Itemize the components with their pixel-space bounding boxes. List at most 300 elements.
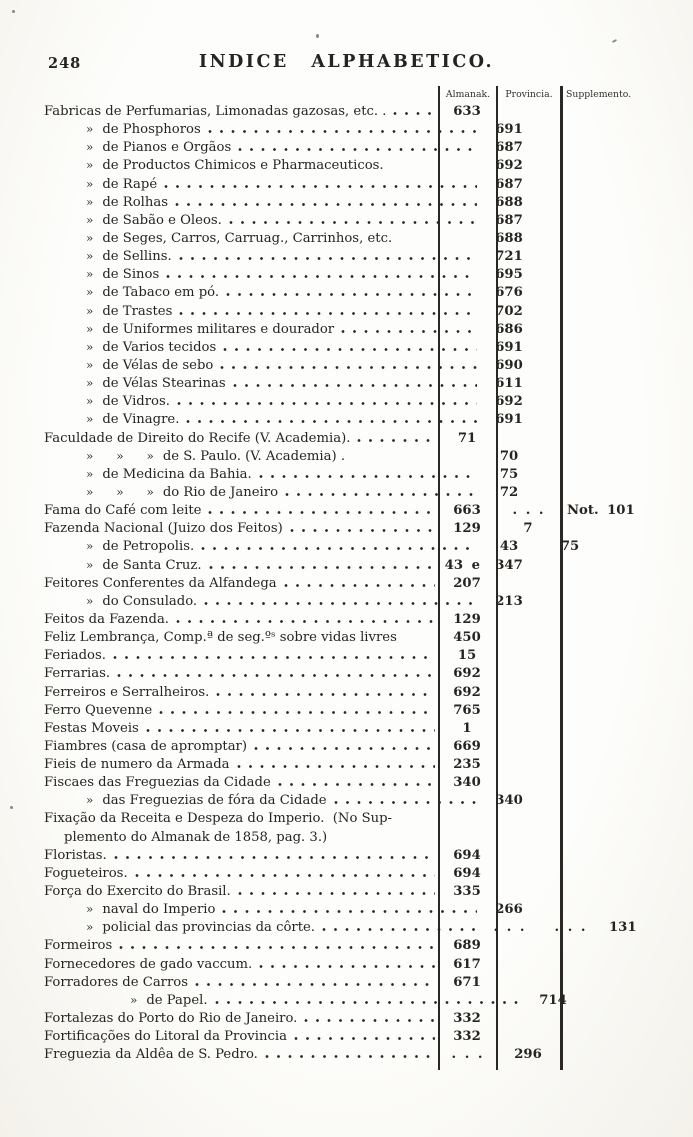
almanak-value: 15	[457, 648, 477, 664]
almanak-value: 207	[453, 575, 481, 591]
index-row	[44, 666, 660, 684]
entry-cell	[44, 648, 438, 663]
index-row	[44, 612, 660, 630]
entry-label: de Sabão e Oleos.	[102, 212, 222, 228]
entry-cell	[44, 104, 438, 119]
almanak-value: 688	[495, 230, 523, 246]
index-row	[44, 122, 660, 140]
almanak-value: 702	[495, 303, 523, 319]
almanak-value: 129	[453, 611, 481, 627]
entry-cell	[44, 576, 438, 591]
index-row	[44, 467, 660, 485]
entry-label: Forradores de Carros	[44, 974, 188, 990]
entry-cell	[44, 884, 438, 899]
dot-leader	[341, 329, 477, 334]
column-header-provincia: Provincia.	[505, 89, 553, 100]
almanak-value: 765	[453, 702, 481, 718]
dot-leader	[233, 383, 477, 388]
dot-leader	[238, 891, 435, 896]
entry-cell	[44, 848, 438, 863]
almanak-value: 676	[495, 285, 523, 301]
dot-leader	[284, 583, 435, 588]
entry-cell	[44, 231, 480, 246]
index-row	[44, 648, 660, 666]
dot-leader	[229, 220, 477, 225]
entry-cell	[44, 267, 480, 282]
dot-leader	[259, 474, 477, 479]
almanak-value: 663	[453, 503, 481, 519]
hierarchy-marker: » » »	[86, 484, 154, 499]
almanak-value: 694	[453, 847, 481, 863]
entry-label: Fiscaes das Freguezias da Cidade	[44, 775, 271, 791]
dot-leader	[159, 710, 435, 715]
entry-label: Fiambres (casa de apromptar)	[44, 738, 248, 754]
almanak-value: . . .	[493, 920, 525, 936]
inline-page-ref: 43 e	[444, 557, 480, 573]
index-row	[44, 322, 660, 340]
index-row	[44, 866, 660, 884]
dot-leader	[146, 728, 435, 733]
index-row	[44, 539, 660, 557]
index-row	[44, 177, 660, 195]
index-row	[44, 231, 660, 249]
entry-cell	[44, 975, 438, 990]
index-row	[44, 304, 660, 322]
dot-leader	[399, 238, 477, 243]
almanak-value: 332	[453, 1011, 481, 1027]
index-row	[44, 938, 660, 956]
hierarchy-marker: »	[86, 267, 94, 282]
almanak-value: 687	[495, 176, 523, 192]
entry-cell	[44, 358, 480, 373]
almanak-value: 689	[453, 938, 481, 954]
entry-cell	[44, 739, 438, 754]
entry-label: Formeiros	[44, 938, 113, 954]
entry-cell	[44, 1047, 438, 1062]
entry-label: Fixação da Receita e Despeza do Imperio. (No Sup-	[44, 811, 393, 827]
index-row	[44, 195, 660, 213]
almanak-value: 332	[453, 1029, 481, 1045]
dot-leader	[216, 692, 435, 697]
hierarchy-marker: »	[86, 339, 94, 354]
index-row	[44, 685, 660, 703]
hierarchy-marker: »	[86, 593, 94, 608]
hierarchy-marker: »	[86, 122, 94, 137]
dot-leader	[179, 256, 477, 261]
entry-label: do Consulado.	[102, 593, 198, 609]
entry-label: Fogueteiros.	[44, 865, 128, 881]
almanak-value: 70	[499, 448, 519, 464]
index-row	[44, 431, 660, 449]
entry-cell	[44, 993, 524, 1008]
almanak-value: 75	[499, 466, 519, 482]
entry-label: Ferro Quevenne	[44, 702, 153, 718]
column-header-supplemento: Supplemento.	[566, 89, 632, 100]
index-row	[44, 412, 660, 430]
dot-leader	[135, 873, 435, 878]
almanak-value: 692	[495, 158, 523, 174]
hierarchy-marker: »	[86, 194, 94, 209]
dot-leader	[254, 746, 435, 751]
almanak-value: 611	[495, 376, 523, 392]
entry-label: de Trastes	[102, 303, 173, 319]
dot-leader	[290, 528, 435, 533]
entry-label: de Vélas de sebo	[102, 357, 214, 373]
almanak-value: 688	[495, 194, 523, 210]
dot-leader	[177, 401, 477, 406]
entry-label: de Sinos	[102, 267, 160, 283]
index-row	[44, 957, 660, 975]
almanak-value: 687	[495, 212, 523, 228]
index-row	[44, 503, 660, 521]
scan-noise	[612, 39, 617, 43]
index-row	[44, 1029, 660, 1047]
entry-label: de Papel.	[146, 992, 208, 1008]
entry-label: do Rio de Janeiro	[162, 484, 279, 500]
hierarchy-marker: »	[86, 902, 94, 917]
entry-label: naval do Imperio	[102, 902, 216, 918]
index-row	[44, 104, 660, 122]
index-row	[44, 775, 660, 793]
almanak-value: 695	[495, 267, 523, 283]
entry-label: de Vinagre.	[102, 412, 180, 428]
entry-label: Feliz Lembrança, Comp.ª de seg.ºˢ sobre vidas livres	[44, 630, 397, 646]
entry-label: de Sellins.	[102, 249, 172, 265]
almanak-value: 669	[453, 738, 481, 754]
entry-label: Ferreiros e Serralheiros.	[44, 684, 210, 700]
dot-leader	[334, 800, 477, 805]
entry-label: Ferrarias.	[44, 666, 111, 682]
hierarchy-marker: »	[86, 357, 94, 372]
dot-leader	[114, 855, 435, 860]
dot-leader	[334, 837, 455, 842]
index-row	[44, 249, 660, 267]
index-row	[44, 830, 660, 848]
almanak-value: 266	[495, 902, 523, 918]
hierarchy-marker: »	[86, 793, 94, 808]
index-row	[44, 358, 660, 376]
entry-cell	[44, 503, 438, 518]
hierarchy-marker: » » »	[86, 448, 154, 463]
dot-leader	[164, 184, 477, 189]
entry-label: de Seges, Carros, Carruag., Carrinhos, etc.	[102, 230, 393, 246]
dot-leader	[113, 655, 435, 660]
scan-noise	[316, 34, 319, 38]
hierarchy-marker: »	[86, 158, 94, 173]
dot-leader	[176, 619, 435, 624]
dot-leader	[399, 818, 435, 823]
entry-label: de Uniformes militares e dourador	[102, 321, 335, 337]
entry-cell	[44, 140, 480, 155]
dot-leader	[238, 147, 477, 152]
entry-label: de Vidros.	[102, 394, 170, 410]
almanak-value: 72	[499, 484, 519, 500]
index-row	[44, 920, 660, 938]
index-row	[44, 793, 660, 811]
entry-cell	[44, 793, 480, 808]
index-row	[44, 848, 660, 866]
almanak-value: 213	[495, 593, 523, 609]
entry-label: de Rolhas	[102, 194, 168, 210]
index-row	[44, 811, 660, 829]
entry-label: Fazenda Nacional (Juizo dos Feitos)	[44, 521, 283, 537]
entry-cell	[44, 612, 438, 627]
entry-cell	[44, 811, 438, 826]
entry-cell	[44, 666, 438, 681]
entry-cell	[44, 322, 480, 337]
entry-cell	[44, 721, 438, 736]
dot-leader	[204, 601, 477, 606]
dot-leader	[179, 311, 477, 316]
entry-cell	[44, 449, 480, 464]
dot-leader	[391, 165, 477, 170]
provincia-value: 296	[514, 1047, 542, 1063]
entry-label: Fortificações do Litoral da Provincia	[44, 1029, 287, 1045]
entry-label: Floristas.	[44, 847, 107, 863]
entry-label: Festas Moveis	[44, 720, 139, 736]
entry-cell	[44, 485, 480, 500]
scan-noise	[10, 806, 13, 809]
entry-cell	[44, 830, 458, 845]
entry-label: Fornecedores de gado vaccum.	[44, 956, 253, 972]
almanak-value: 686	[495, 321, 523, 337]
entry-label: de Productos Chimicos e Pharmaceuticos.	[102, 158, 384, 174]
dot-leader	[404, 637, 435, 642]
index-table	[44, 104, 660, 1065]
entry-cell	[44, 249, 480, 264]
entry-cell	[44, 213, 480, 228]
entry-cell	[44, 521, 438, 536]
provincia-value: 75	[560, 539, 580, 555]
almanak-value: 671	[453, 974, 481, 990]
almanak-value: 129	[453, 521, 481, 537]
entry-cell	[44, 938, 438, 953]
almanak-value: 335	[453, 884, 481, 900]
dot-leader	[186, 419, 477, 424]
index-row	[44, 630, 660, 648]
almanak-value: 687	[495, 140, 523, 156]
hierarchy-marker: »	[86, 394, 94, 409]
entry-cell	[44, 122, 480, 137]
index-row	[44, 267, 660, 285]
hierarchy-marker: »	[86, 321, 94, 336]
index-row	[44, 1011, 660, 1029]
almanak-value: 450	[453, 630, 481, 646]
hierarchy-marker: »	[86, 466, 94, 481]
dot-leader	[209, 565, 440, 570]
index-row	[44, 376, 660, 394]
entry-cell	[44, 177, 480, 192]
almanak-value: 1	[462, 720, 472, 736]
entry-cell	[44, 957, 438, 972]
entry-label: das Freguezias de fóra da Cidade	[102, 793, 327, 809]
entry-cell	[44, 412, 480, 427]
index-row	[44, 521, 660, 539]
entry-cell	[44, 685, 438, 700]
almanak-value: 617	[453, 956, 481, 972]
entry-label: Força do Exercito do Brasil.	[44, 884, 231, 900]
index-row	[44, 140, 660, 158]
index-row	[44, 558, 660, 576]
almanak-value: 347	[495, 557, 523, 573]
almanak-value: 235	[453, 757, 481, 773]
page-title: INDICE ALPHABETICO.	[198, 52, 495, 72]
hierarchy-marker: »	[86, 920, 94, 935]
entry-cell	[44, 902, 480, 917]
supplemento-value: Not. 101	[567, 503, 635, 519]
entry-cell	[44, 431, 438, 446]
index-row	[44, 485, 660, 503]
entry-cell	[44, 1011, 438, 1026]
entry-label: de Tabaco em pó.	[102, 285, 220, 301]
entry-label: de Phosphoros	[102, 122, 201, 138]
index-row	[44, 739, 660, 757]
dot-leader	[166, 274, 477, 279]
almanak-value: 721	[495, 249, 523, 265]
entry-cell	[44, 539, 480, 554]
entry-cell	[44, 920, 480, 935]
entry-cell	[44, 340, 480, 355]
entry-label: de Santa Cruz.	[102, 557, 202, 573]
entry-label: de Varios tecidos	[102, 339, 217, 355]
hierarchy-marker: »	[86, 212, 94, 227]
almanak-value: 691	[495, 412, 523, 428]
almanak-value: 714	[539, 992, 567, 1008]
dot-leader	[208, 129, 477, 134]
entry-cell	[44, 558, 480, 573]
dot-leader	[322, 927, 477, 932]
dot-leader	[215, 1000, 521, 1005]
entry-label: Fortalezas do Porto do Rio de Janeiro.	[44, 1011, 298, 1027]
hierarchy-marker: »	[130, 992, 138, 1007]
dot-leader	[117, 673, 435, 678]
almanak-value: . . .	[451, 1047, 483, 1063]
almanak-value: 71	[457, 430, 477, 446]
hierarchy-marker: »	[86, 303, 94, 318]
index-row	[44, 703, 660, 721]
entry-cell	[44, 757, 438, 772]
entry-cell	[44, 304, 480, 319]
index-row	[44, 757, 660, 775]
dot-leader	[265, 1054, 435, 1059]
hierarchy-marker: »	[86, 285, 94, 300]
entry-cell	[44, 594, 480, 609]
index-row	[44, 285, 660, 303]
entry-label: Fieis de numero da Armada	[44, 757, 230, 773]
entry-cell	[44, 376, 480, 391]
entry-cell	[44, 285, 480, 300]
index-row	[44, 902, 660, 920]
entry-label: plemento do Almanak de 1858, pag. 3.)	[64, 829, 328, 845]
almanak-value: 692	[453, 666, 481, 682]
entry-cell	[44, 703, 438, 718]
index-row	[44, 975, 660, 993]
hierarchy-marker: »	[86, 249, 94, 264]
entry-label: Fama do Café com leite	[44, 503, 202, 519]
hierarchy-marker: »	[86, 376, 94, 391]
index-row	[44, 576, 660, 594]
entry-label: Feitos da Fazenda.	[44, 611, 170, 627]
almanak-value: 692	[495, 394, 523, 410]
entry-label: de Rapé	[102, 176, 158, 192]
provincia-value: 7	[523, 521, 533, 537]
almanak-value: 694	[453, 865, 481, 881]
index-row	[44, 213, 660, 231]
dot-leader	[352, 456, 477, 461]
provincia-value: . . .	[554, 920, 586, 936]
entry-label: de Vélas Stearinas	[102, 376, 226, 392]
supplemento-value: 131	[609, 920, 637, 936]
entry-label: de S. Paulo. (V. Academia) .	[162, 448, 346, 464]
index-row	[44, 449, 660, 467]
almanak-value: 340	[495, 793, 523, 809]
dot-leader	[175, 202, 477, 207]
dot-leader	[259, 964, 435, 969]
entry-label: Feitores Conferentes da Alfandega	[44, 575, 277, 591]
almanak-value: 691	[495, 122, 523, 138]
almanak-value: 340	[453, 775, 481, 791]
index-row	[44, 394, 660, 412]
dot-leader	[220, 365, 477, 370]
dot-leader	[201, 546, 477, 551]
entry-label: Fabricas de Perfumarias, Limonadas gazosas, etc. .	[44, 104, 387, 119]
dot-leader	[393, 111, 435, 116]
entry-label: policial das provincias da côrte.	[102, 920, 315, 936]
entry-cell	[44, 158, 480, 173]
page-number: 248	[48, 55, 82, 72]
entry-cell	[44, 195, 480, 210]
dot-leader	[119, 945, 435, 950]
provincia-value: . . .	[512, 503, 544, 519]
hierarchy-marker: »	[86, 176, 94, 191]
hierarchy-marker: »	[86, 557, 94, 572]
hierarchy-marker: »	[86, 230, 94, 245]
dot-leader	[285, 492, 477, 497]
entry-cell	[44, 775, 438, 790]
dot-leader	[278, 782, 435, 787]
index-row	[44, 993, 660, 1011]
almanak-value: 692	[453, 684, 481, 700]
almanak-value: 633	[453, 104, 481, 119]
dot-leader	[237, 764, 435, 769]
almanak-value: 690	[495, 357, 523, 373]
scan-noise	[12, 10, 15, 13]
entry-cell	[44, 630, 438, 645]
entry-label: de Petropolis.	[102, 539, 195, 555]
index-row	[44, 340, 660, 358]
hierarchy-marker: »	[86, 412, 94, 427]
entry-label: Freguezia da Aldêa de S. Pedro.	[44, 1047, 258, 1063]
dot-leader	[208, 510, 435, 515]
dot-leader	[195, 982, 435, 987]
hierarchy-marker: »	[86, 539, 94, 554]
dot-leader	[226, 292, 477, 297]
entry-cell	[44, 394, 480, 409]
almanak-value: 691	[495, 339, 523, 355]
entry-cell	[44, 866, 438, 881]
entry-cell	[44, 467, 480, 482]
dot-leader	[223, 347, 477, 352]
entry-label: de Pianos e Orgãos	[102, 140, 232, 156]
dot-leader	[304, 1018, 435, 1023]
dot-leader	[294, 1036, 435, 1041]
entry-cell	[44, 1029, 438, 1044]
index-row	[44, 884, 660, 902]
almanak-value: 43	[499, 539, 519, 555]
dot-leader	[222, 909, 477, 914]
hierarchy-marker: »	[86, 140, 94, 155]
column-header-almanak: Almanak.	[445, 89, 491, 100]
